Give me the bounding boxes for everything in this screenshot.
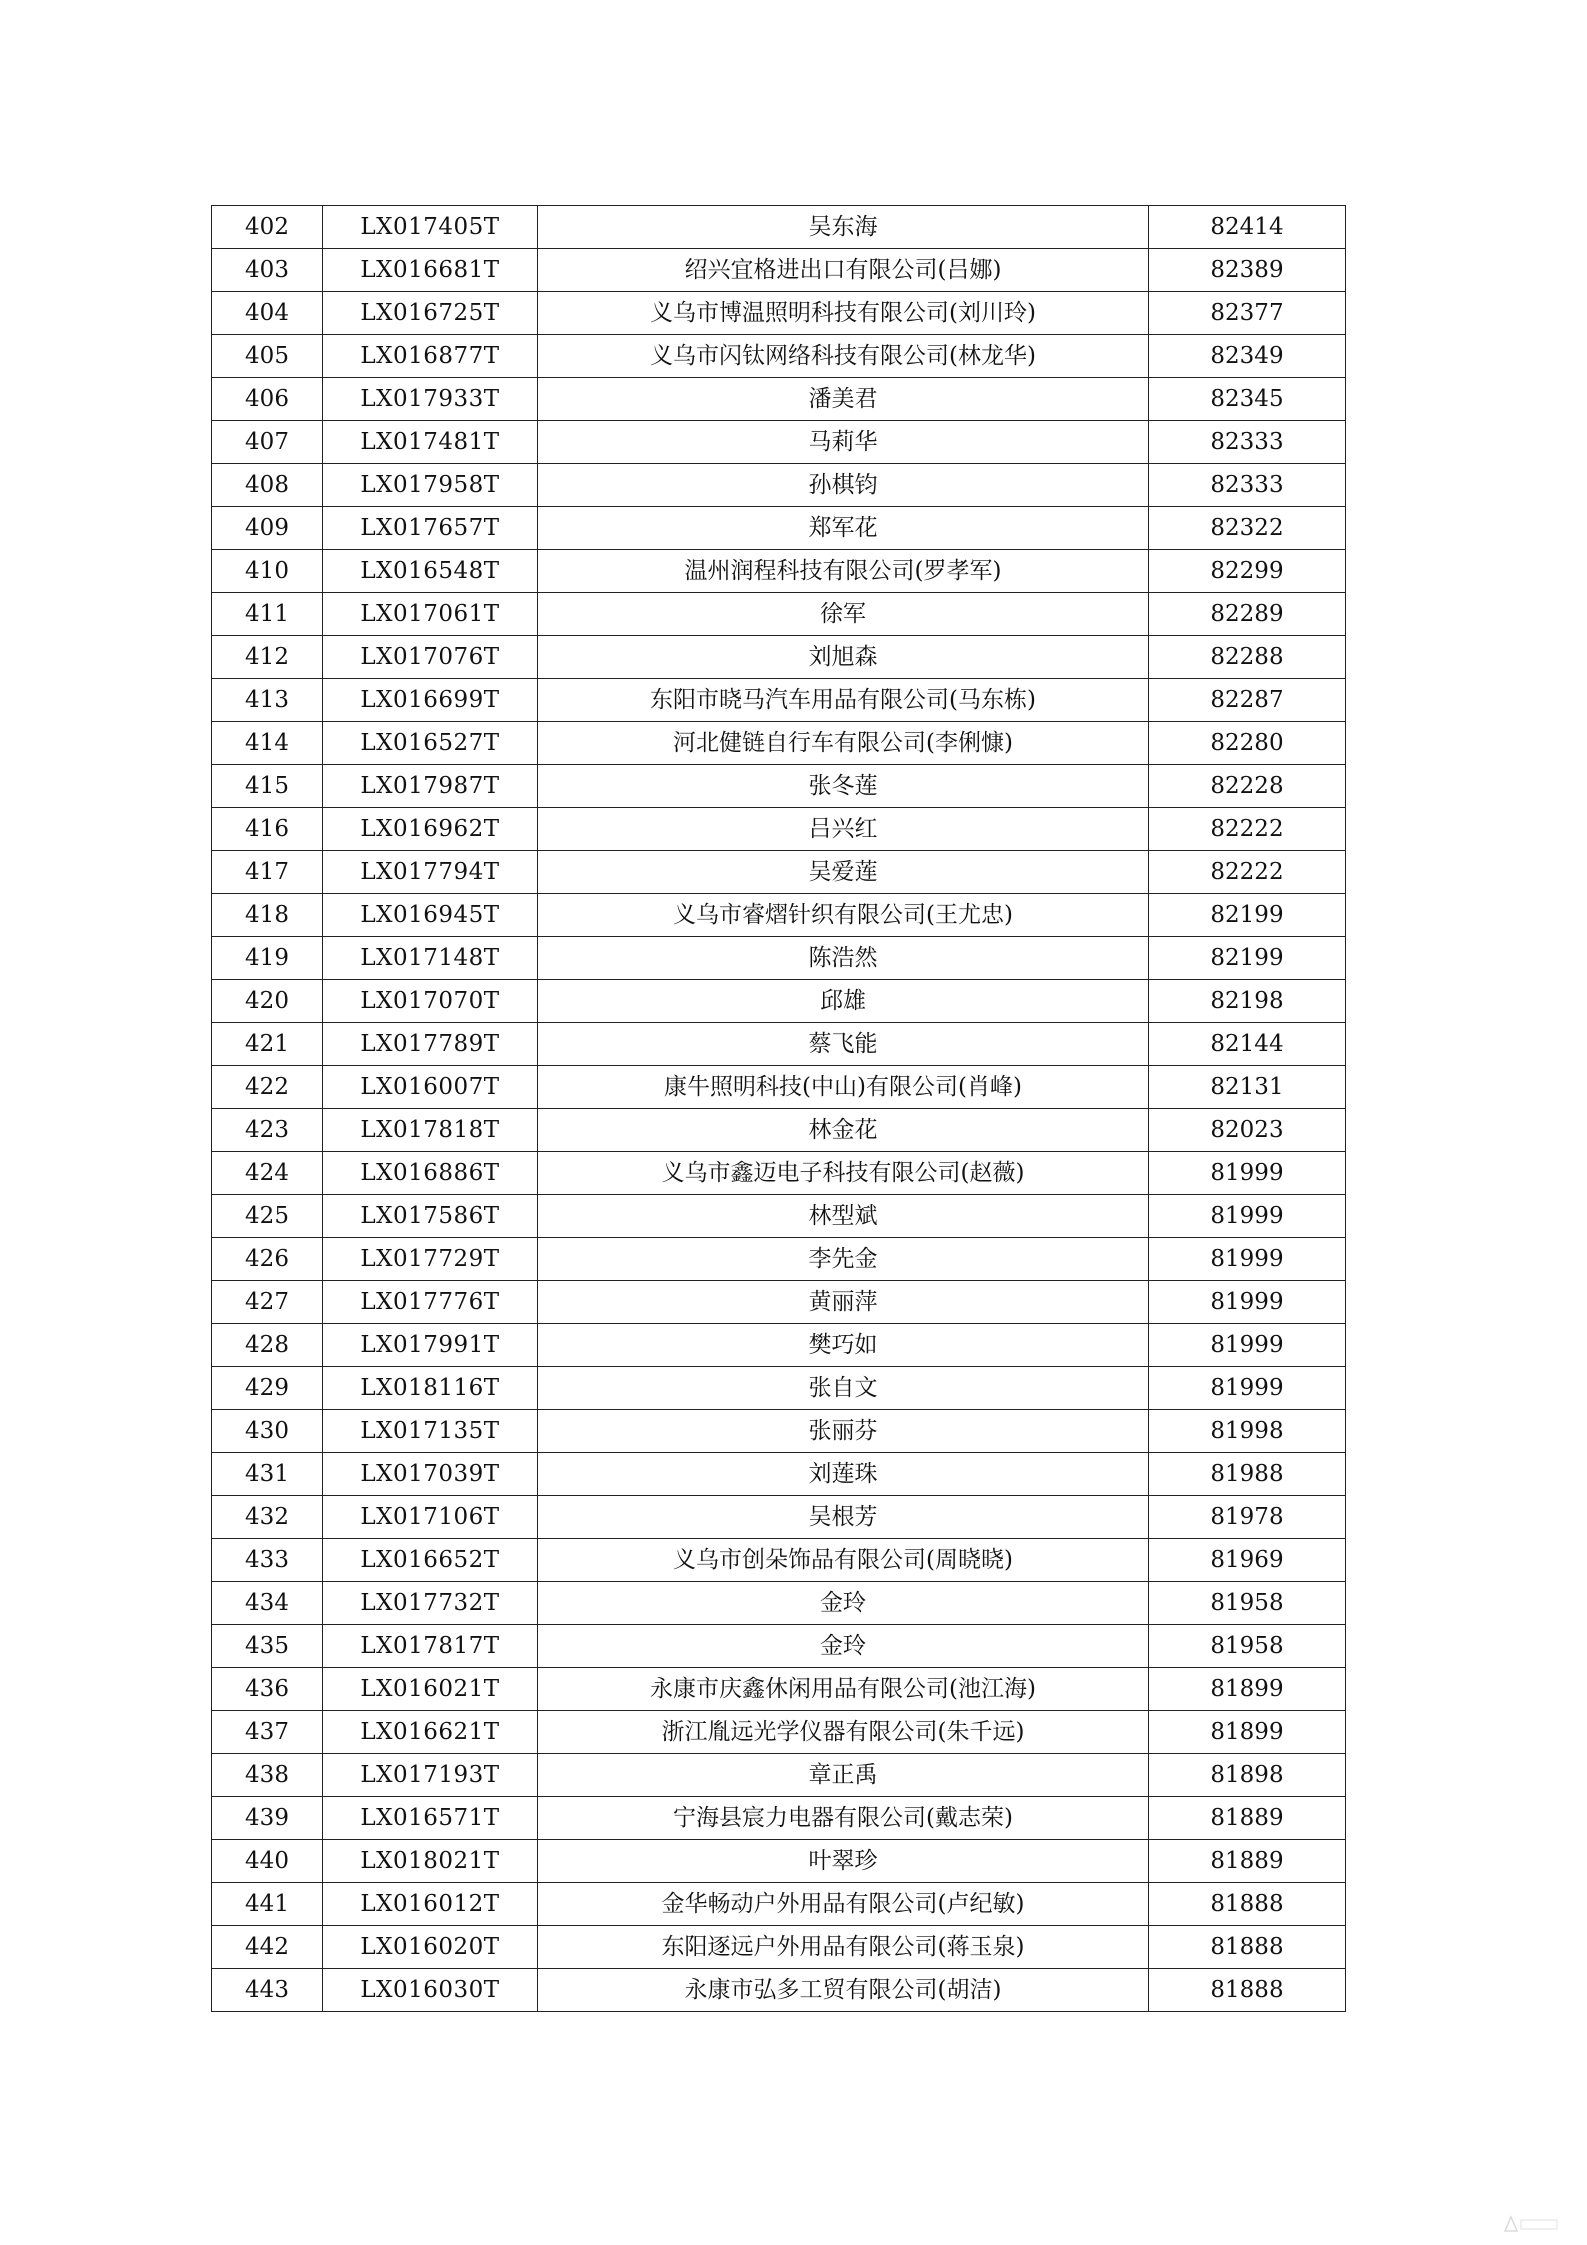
applicant-name-cell: 义乌市鑫迈电子科技有限公司(赵薇) xyxy=(538,1152,1149,1195)
row-number-cell: 415 xyxy=(212,765,323,808)
table-row xyxy=(212,1668,1346,1711)
table-row xyxy=(212,1539,1346,1582)
applicant-code-cell: LX018116T xyxy=(323,1367,538,1410)
applicant-code-cell: LX017729T xyxy=(323,1238,538,1281)
applicant-code-cell: LX017987T xyxy=(323,765,538,808)
row-number-cell: 443 xyxy=(212,1969,323,2012)
applicant-code-cell: LX017148T xyxy=(323,937,538,980)
applicant-code-cell: LX017039T xyxy=(323,1453,538,1496)
table-row xyxy=(212,550,1346,593)
applicant-name-cell: 绍兴宜格进出口有限公司(吕娜) xyxy=(538,249,1149,292)
applicant-name-cell: 浙江胤远光学仪器有限公司(朱千远) xyxy=(538,1711,1149,1754)
score-cell: 82023 xyxy=(1149,1109,1346,1152)
score-cell: 82349 xyxy=(1149,335,1346,378)
score-cell: 82198 xyxy=(1149,980,1346,1023)
applicant-name-cell: 东阳逐远户外用品有限公司(蒋玉泉) xyxy=(538,1926,1149,1969)
row-number-cell: 429 xyxy=(212,1367,323,1410)
row-number-cell: 405 xyxy=(212,335,323,378)
applicant-name-cell: 义乌市闪钛网络科技有限公司(林龙华) xyxy=(538,335,1149,378)
applicant-name-cell: 河北健链自行车有限公司(李俐慷) xyxy=(538,722,1149,765)
table-row xyxy=(212,1883,1346,1926)
applicant-code-cell: LX017958T xyxy=(323,464,538,507)
score-cell: 81888 xyxy=(1149,1926,1346,1969)
score-cell: 82199 xyxy=(1149,894,1346,937)
row-number-cell: 440 xyxy=(212,1840,323,1883)
row-number-cell: 411 xyxy=(212,593,323,636)
score-cell: 81888 xyxy=(1149,1969,1346,2012)
row-number-cell: 431 xyxy=(212,1453,323,1496)
score-cell: 82222 xyxy=(1149,851,1346,894)
row-number-cell: 419 xyxy=(212,937,323,980)
applicant-name-cell: 东阳市晓马汽车用品有限公司(马东栋) xyxy=(538,679,1149,722)
table-row xyxy=(212,1926,1346,1969)
watermark-logo-icon xyxy=(1501,2213,1561,2235)
score-cell: 82288 xyxy=(1149,636,1346,679)
score-cell: 82322 xyxy=(1149,507,1346,550)
table-row xyxy=(212,1711,1346,1754)
score-cell: 82228 xyxy=(1149,765,1346,808)
applicant-name-cell: 张丽芬 xyxy=(538,1410,1149,1453)
applicant-name-cell: 义乌市博温照明科技有限公司(刘川玲) xyxy=(538,292,1149,335)
table-row xyxy=(212,1023,1346,1066)
score-cell: 81889 xyxy=(1149,1840,1346,1883)
row-number-cell: 417 xyxy=(212,851,323,894)
applicant-name-cell: 温州润程科技有限公司(罗孝军) xyxy=(538,550,1149,593)
score-cell: 81898 xyxy=(1149,1754,1346,1797)
score-cell: 82199 xyxy=(1149,937,1346,980)
applicant-name-cell: 林金花 xyxy=(538,1109,1149,1152)
table-row xyxy=(212,421,1346,464)
applicant-name-cell: 徐军 xyxy=(538,593,1149,636)
table-row xyxy=(212,765,1346,808)
row-number-cell: 412 xyxy=(212,636,323,679)
row-number-cell: 418 xyxy=(212,894,323,937)
row-number-cell: 432 xyxy=(212,1496,323,1539)
table-row xyxy=(212,894,1346,937)
applicant-name-cell: 郑军花 xyxy=(538,507,1149,550)
applicant-code-cell: LX017106T xyxy=(323,1496,538,1539)
row-number-cell: 425 xyxy=(212,1195,323,1238)
row-number-cell: 414 xyxy=(212,722,323,765)
row-number-cell: 435 xyxy=(212,1625,323,1668)
applicant-code-cell: LX016621T xyxy=(323,1711,538,1754)
row-number-cell: 420 xyxy=(212,980,323,1023)
applicant-code-cell: LX017586T xyxy=(323,1195,538,1238)
row-number-cell: 426 xyxy=(212,1238,323,1281)
score-cell: 81889 xyxy=(1149,1797,1346,1840)
applicant-code-cell: LX017061T xyxy=(323,593,538,636)
table-row xyxy=(212,937,1346,980)
row-number-cell: 416 xyxy=(212,808,323,851)
table-row xyxy=(212,980,1346,1023)
applicant-name-cell: 樊巧如 xyxy=(538,1324,1149,1367)
score-cell: 81999 xyxy=(1149,1152,1346,1195)
applicant-name-cell: 义乌市创朵饰品有限公司(周晓晓) xyxy=(538,1539,1149,1582)
score-cell: 81998 xyxy=(1149,1410,1346,1453)
applicant-name-cell: 陈浩然 xyxy=(538,937,1149,980)
score-cell: 82222 xyxy=(1149,808,1346,851)
applicant-name-cell: 金玲 xyxy=(538,1582,1149,1625)
row-number-cell: 438 xyxy=(212,1754,323,1797)
table-row xyxy=(212,1152,1346,1195)
applicant-code-cell: LX017135T xyxy=(323,1410,538,1453)
row-number-cell: 410 xyxy=(212,550,323,593)
table-row xyxy=(212,1797,1346,1840)
applicant-code-cell: LX017481T xyxy=(323,421,538,464)
applicant-code-cell: LX017991T xyxy=(323,1324,538,1367)
score-cell: 82345 xyxy=(1149,378,1346,421)
applicant-code-cell: LX017070T xyxy=(323,980,538,1023)
applicant-name-cell: 康牛照明科技(中山)有限公司(肖峰) xyxy=(538,1066,1149,1109)
table-row xyxy=(212,1324,1346,1367)
score-cell: 81999 xyxy=(1149,1238,1346,1281)
row-number-cell: 404 xyxy=(212,292,323,335)
table-row xyxy=(212,1453,1346,1496)
applicant-code-cell: LX016725T xyxy=(323,292,538,335)
applicant-name-cell: 义乌市睿熠针织有限公司(王尤忠) xyxy=(538,894,1149,937)
table-row xyxy=(212,378,1346,421)
score-cell: 82287 xyxy=(1149,679,1346,722)
row-number-cell: 442 xyxy=(212,1926,323,1969)
row-number-cell: 423 xyxy=(212,1109,323,1152)
table-row xyxy=(212,1840,1346,1883)
table-row xyxy=(212,1969,1346,2012)
row-number-cell: 439 xyxy=(212,1797,323,1840)
table-row xyxy=(212,1238,1346,1281)
score-cell: 82377 xyxy=(1149,292,1346,335)
applicant-code-cell: LX017732T xyxy=(323,1582,538,1625)
table-row xyxy=(212,507,1346,550)
applicant-code-cell: LX017776T xyxy=(323,1281,538,1324)
table-row xyxy=(212,722,1346,765)
table-row xyxy=(212,1754,1346,1797)
row-number-cell: 413 xyxy=(212,679,323,722)
table-row xyxy=(212,1410,1346,1453)
applicant-code-cell: LX016945T xyxy=(323,894,538,937)
score-cell: 81969 xyxy=(1149,1539,1346,1582)
applicant-code-cell: LX017933T xyxy=(323,378,538,421)
applicant-code-cell: LX017193T xyxy=(323,1754,538,1797)
applicant-name-cell: 金玲 xyxy=(538,1625,1149,1668)
applicant-code-cell: LX016007T xyxy=(323,1066,538,1109)
score-cell: 81999 xyxy=(1149,1281,1346,1324)
table-row xyxy=(212,1582,1346,1625)
score-cell: 81999 xyxy=(1149,1195,1346,1238)
row-number-cell: 408 xyxy=(212,464,323,507)
score-cell: 81888 xyxy=(1149,1883,1346,1926)
applicant-name-cell: 马莉华 xyxy=(538,421,1149,464)
score-cell: 82289 xyxy=(1149,593,1346,636)
table-row xyxy=(212,206,1346,249)
applicant-code-cell: LX016681T xyxy=(323,249,538,292)
row-number-cell: 402 xyxy=(212,206,323,249)
table-row xyxy=(212,1625,1346,1668)
applicant-name-cell: 张冬莲 xyxy=(538,765,1149,808)
applicant-name-cell: 潘美君 xyxy=(538,378,1149,421)
applicant-name-cell: 吴爱莲 xyxy=(538,851,1149,894)
applicant-name-cell: 邱雄 xyxy=(538,980,1149,1023)
applicant-name-cell: 吕兴红 xyxy=(538,808,1149,851)
applicant-name-cell: 黄丽萍 xyxy=(538,1281,1149,1324)
applicant-name-cell: 孙棋钧 xyxy=(538,464,1149,507)
applicant-name-cell: 刘旭森 xyxy=(538,636,1149,679)
row-number-cell: 406 xyxy=(212,378,323,421)
table-row xyxy=(212,593,1346,636)
applicant-code-cell: LX017076T xyxy=(323,636,538,679)
applicant-name-cell: 吴东海 xyxy=(538,206,1149,249)
row-number-cell: 424 xyxy=(212,1152,323,1195)
applicant-code-cell: LX017405T xyxy=(323,206,538,249)
ranking-table-body xyxy=(212,206,1346,2012)
ranking-table xyxy=(211,205,1346,2012)
table-row xyxy=(212,1195,1346,1238)
applicant-name-cell: 永康市弘多工贸有限公司(胡洁) xyxy=(538,1969,1149,2012)
applicant-code-cell: LX016571T xyxy=(323,1797,538,1840)
table-row xyxy=(212,1281,1346,1324)
table-row xyxy=(212,335,1346,378)
applicant-name-cell: 叶翠珍 xyxy=(538,1840,1149,1883)
applicant-code-cell: LX016527T xyxy=(323,722,538,765)
applicant-name-cell: 张自文 xyxy=(538,1367,1149,1410)
row-number-cell: 427 xyxy=(212,1281,323,1324)
table-row xyxy=(212,636,1346,679)
row-number-cell: 403 xyxy=(212,249,323,292)
applicant-code-cell: LX016652T xyxy=(323,1539,538,1582)
applicant-name-cell: 李先金 xyxy=(538,1238,1149,1281)
score-cell: 81958 xyxy=(1149,1625,1346,1668)
applicant-name-cell: 蔡飞能 xyxy=(538,1023,1149,1066)
applicant-name-cell: 永康市庆鑫休闲用品有限公司(池江海) xyxy=(538,1668,1149,1711)
score-cell: 81999 xyxy=(1149,1324,1346,1367)
applicant-name-cell: 宁海县宸力电器有限公司(戴志荣) xyxy=(538,1797,1149,1840)
applicant-code-cell: LX018021T xyxy=(323,1840,538,1883)
applicant-name-cell: 刘莲珠 xyxy=(538,1453,1149,1496)
row-number-cell: 407 xyxy=(212,421,323,464)
applicant-name-cell: 金华畅动户外用品有限公司(卢纪敏) xyxy=(538,1883,1149,1926)
row-number-cell: 428 xyxy=(212,1324,323,1367)
row-number-cell: 433 xyxy=(212,1539,323,1582)
applicant-code-cell: LX016962T xyxy=(323,808,538,851)
score-cell: 82333 xyxy=(1149,464,1346,507)
applicant-name-cell: 林型斌 xyxy=(538,1195,1149,1238)
table-row xyxy=(212,851,1346,894)
table-row xyxy=(212,1496,1346,1539)
score-cell: 81899 xyxy=(1149,1711,1346,1754)
row-number-cell: 430 xyxy=(212,1410,323,1453)
table-row xyxy=(212,808,1346,851)
applicant-code-cell: LX017818T xyxy=(323,1109,538,1152)
score-cell: 81988 xyxy=(1149,1453,1346,1496)
score-cell: 82144 xyxy=(1149,1023,1346,1066)
row-number-cell: 422 xyxy=(212,1066,323,1109)
table-row xyxy=(212,679,1346,722)
row-number-cell: 434 xyxy=(212,1582,323,1625)
table-row xyxy=(212,249,1346,292)
row-number-cell: 436 xyxy=(212,1668,323,1711)
applicant-code-cell: LX016699T xyxy=(323,679,538,722)
score-cell: 82389 xyxy=(1149,249,1346,292)
table-row xyxy=(212,1109,1346,1152)
score-cell: 81899 xyxy=(1149,1668,1346,1711)
row-number-cell: 441 xyxy=(212,1883,323,1926)
score-cell: 81999 xyxy=(1149,1367,1346,1410)
score-cell: 81958 xyxy=(1149,1582,1346,1625)
score-cell: 82280 xyxy=(1149,722,1346,765)
table-row xyxy=(212,1367,1346,1410)
applicant-code-cell: LX016877T xyxy=(323,335,538,378)
applicant-code-cell: LX017657T xyxy=(323,507,538,550)
applicant-code-cell: LX016021T xyxy=(323,1668,538,1711)
applicant-code-cell: LX016548T xyxy=(323,550,538,593)
row-number-cell: 409 xyxy=(212,507,323,550)
applicant-name-cell: 吴根芳 xyxy=(538,1496,1149,1539)
applicant-code-cell: LX017817T xyxy=(323,1625,538,1668)
score-cell: 82131 xyxy=(1149,1066,1346,1109)
score-cell: 82299 xyxy=(1149,550,1346,593)
score-cell: 82333 xyxy=(1149,421,1346,464)
row-number-cell: 437 xyxy=(212,1711,323,1754)
applicant-code-cell: LX016030T xyxy=(323,1969,538,2012)
score-cell: 81978 xyxy=(1149,1496,1346,1539)
applicant-code-cell: LX016012T xyxy=(323,1883,538,1926)
table-row xyxy=(212,292,1346,335)
applicant-code-cell: LX016886T xyxy=(323,1152,538,1195)
table-row xyxy=(212,1066,1346,1109)
applicant-name-cell: 章正禹 xyxy=(538,1754,1149,1797)
score-cell: 82414 xyxy=(1149,206,1346,249)
table-row xyxy=(212,464,1346,507)
row-number-cell: 421 xyxy=(212,1023,323,1066)
applicant-code-cell: LX016020T xyxy=(323,1926,538,1969)
applicant-code-cell: LX017794T xyxy=(323,851,538,894)
applicant-code-cell: LX017789T xyxy=(323,1023,538,1066)
